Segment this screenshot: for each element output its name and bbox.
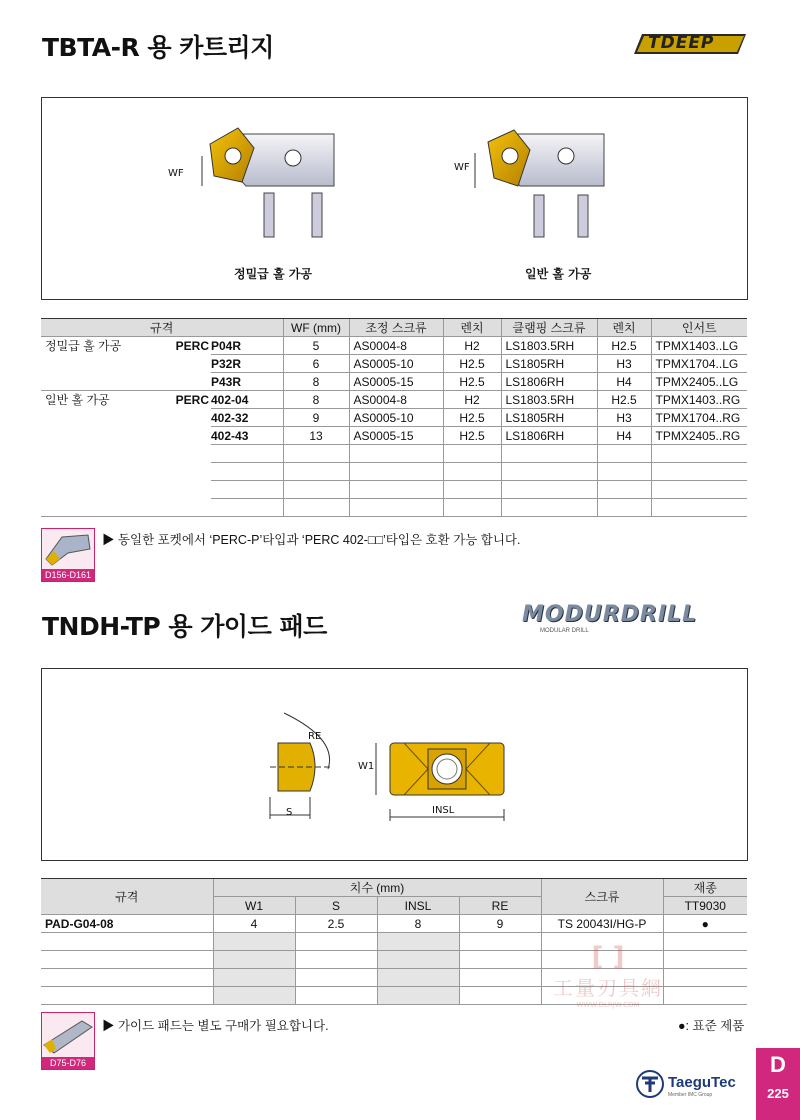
cell-s: 2.5: [295, 915, 377, 933]
cell-insl: [377, 933, 459, 951]
cell-clamp: LS1803.5RH: [501, 391, 597, 409]
cell-w1: 4: [213, 915, 295, 933]
section1-title: TBTA-R 용 카트리지: [42, 33, 274, 62]
cell-re: [459, 933, 541, 951]
row-group: [41, 373, 169, 391]
cell-wf: 13: [283, 427, 349, 445]
cell-adj: [349, 481, 443, 499]
cell-clamp: LS1805RH: [501, 355, 597, 373]
cartridge-right-drawing: [475, 130, 604, 237]
cell-s: [295, 969, 377, 987]
header-clamp-screw: 클램핑 스크류: [501, 319, 597, 337]
header-screw: 스크류: [541, 879, 663, 915]
cell-insert: [651, 499, 747, 517]
cell-w1: [213, 951, 295, 969]
row-code: [41, 951, 213, 969]
cell-clamp: [501, 463, 597, 481]
cartridge-compat-note: ▶ 동일한 포켓에서 ‘PERC-P’타입과 ‘PERC 402-□□’타입은 호환 가능 합니다.: [102, 533, 521, 547]
row-prefix: [169, 445, 211, 463]
cell-clamp: LS1806RH: [501, 427, 597, 445]
cartridge-ref-thumbnail[interactable]: [41, 528, 95, 582]
header-w1: W1: [213, 897, 295, 915]
cell-adj: AS0005-10: [349, 355, 443, 373]
table-row-empty: [41, 445, 747, 463]
cell-std: ●: [663, 915, 747, 933]
header-insert: 인서트: [651, 319, 747, 337]
cell-insert: TPMX2405..RG: [651, 427, 747, 445]
page-number: 225: [767, 1086, 789, 1101]
insl-label: INSL: [432, 805, 455, 816]
cell-insert: TPMX2405..LG: [651, 373, 747, 391]
row-code: 402-04: [211, 391, 283, 409]
w1-label: W1: [358, 761, 375, 772]
company-subtitle: Member IMC Group: [668, 1092, 713, 1098]
row-prefix: [169, 481, 211, 499]
table-row-empty: [41, 499, 747, 517]
guidepad-side-drawing: [270, 713, 332, 819]
cell-w2: H2.5: [597, 337, 651, 355]
cell-insert: [651, 463, 747, 481]
cell-adj: AS0005-10: [349, 409, 443, 427]
guidepad-ref-label: D75-D76: [42, 1057, 94, 1069]
cell-s: [295, 987, 377, 1005]
wf-label-right: WF: [454, 162, 470, 173]
standard-legend: ●: 표준 제품: [678, 1019, 745, 1033]
cell-insert: TPMX1403..LG: [651, 337, 747, 355]
row-code: [41, 969, 213, 987]
cell-w1: [213, 933, 295, 951]
cartridge-diagram-box: [41, 97, 748, 300]
row-group: 정밀급 홀 가공: [45, 339, 122, 354]
cell-insl: [377, 969, 459, 987]
cell-insert: TPMX1403..RG: [651, 391, 747, 409]
cell-w2: [597, 463, 651, 481]
cell-w1: [213, 969, 295, 987]
row-group: 일반 홀 가공: [45, 393, 110, 408]
table-row: [41, 391, 747, 409]
row-code: [211, 463, 283, 481]
cell-w2: [597, 445, 651, 463]
cell-s: [295, 951, 377, 969]
cell-insl: [377, 951, 459, 969]
table-row: [41, 373, 747, 391]
guidepad-drawings: [42, 669, 747, 860]
header-dimensions: 치수 (mm): [213, 879, 541, 897]
cell-w2: H4: [597, 373, 651, 391]
header-wrench-1: 렌치: [443, 319, 501, 337]
row-group: [41, 355, 169, 373]
row-code: PAD-G04-08: [41, 915, 213, 933]
cell-w1: [443, 481, 501, 499]
cell-insl: [377, 987, 459, 1005]
cell-w1: [443, 463, 501, 481]
chapter-letter: D: [770, 1052, 786, 1077]
row-code: P04R: [211, 337, 283, 355]
table-row: [41, 409, 747, 427]
cell-wf: 9: [283, 409, 349, 427]
cell-insert: [651, 445, 747, 463]
cell-clamp: [501, 445, 597, 463]
row-group: [41, 409, 169, 427]
cell-insert: [651, 481, 747, 499]
cell-adj: AS0005-15: [349, 373, 443, 391]
watermark-url: WWW.DLRJW.COM: [576, 1001, 640, 1009]
row-code: 402-43: [211, 427, 283, 445]
table-row: [41, 915, 747, 933]
header-re: RE: [459, 897, 541, 915]
table-row: [41, 355, 747, 373]
cell-w1: [443, 499, 501, 517]
s-label: S: [286, 807, 293, 818]
cell-w1: [213, 987, 295, 1005]
taegutec-emblem-icon: [636, 1070, 664, 1098]
tdeep-logo: TDEEP: [634, 30, 748, 58]
table-row-empty: [41, 463, 747, 481]
cell-insl: 8: [377, 915, 459, 933]
header-pad-spec: 규격: [41, 879, 213, 915]
cell-wf: 8: [283, 373, 349, 391]
cell-clamp: [501, 481, 597, 499]
cell-wf: [283, 499, 349, 517]
row-code: [211, 445, 283, 463]
cell-clamp: [501, 499, 597, 517]
cell-wf: 6: [283, 355, 349, 373]
re-label: RE: [308, 731, 322, 742]
cell-insert: TPMX1704..LG: [651, 355, 747, 373]
cell-insert: TPMX1704..RG: [651, 409, 747, 427]
cell-adj: AS0004-8: [349, 337, 443, 355]
wf-label-left: WF: [168, 168, 184, 179]
table-row: [41, 337, 747, 355]
header-wf: WF (mm): [283, 319, 349, 337]
cartridge-left-drawing: [202, 128, 334, 237]
cell-re: [459, 987, 541, 1005]
caption-general: 일반 홀 가공: [525, 267, 592, 281]
watermark: [538, 942, 678, 1009]
modurdrill-logo: MODURDRILL MODULAR DRILL: [522, 602, 698, 634]
row-code: P32R: [211, 355, 283, 373]
row-prefix: [169, 355, 211, 373]
row-prefix: [169, 409, 211, 427]
row-prefix: PERC: [175, 338, 209, 353]
cell-w1: H2.5: [443, 427, 501, 445]
row-code: [41, 987, 213, 1005]
cell-w1: H2: [443, 391, 501, 409]
cell-adj: [349, 463, 443, 481]
cartridge-spec-table: [41, 318, 747, 517]
watermark-mark: [ ]: [591, 942, 625, 972]
row-prefix: [169, 499, 211, 517]
cartridge-drawings: [42, 98, 747, 299]
watermark-text: 工量刃具網: [553, 976, 663, 1000]
header-adjust-screw: 조정 스크류: [349, 319, 443, 337]
company-name: TaeguTec: [668, 1074, 736, 1091]
cell-adj: AS0004-8: [349, 391, 443, 409]
row-code: [41, 933, 213, 951]
header-s: S: [295, 897, 377, 915]
header-material: 재종: [663, 879, 747, 897]
guidepad-ref-thumbnail[interactable]: [41, 1012, 95, 1070]
cell-clamp: LS1805RH: [501, 409, 597, 427]
row-prefix: [169, 427, 211, 445]
cell-re: [459, 951, 541, 969]
cell-wf: [283, 463, 349, 481]
table-row: [41, 427, 747, 445]
guidepad-diagram-box: [41, 668, 748, 861]
cell-re: 9: [459, 915, 541, 933]
cell-w1: H2.5: [443, 355, 501, 373]
cell-w2: H4: [597, 427, 651, 445]
cell-w2: H3: [597, 355, 651, 373]
header-spec: 규격: [41, 319, 283, 337]
cell-w2: [597, 499, 651, 517]
row-prefix: [169, 373, 211, 391]
row-group: [41, 445, 169, 463]
table-row-empty: [41, 481, 747, 499]
cell-clamp: LS1806RH: [501, 373, 597, 391]
taegutec-logo: [636, 1070, 746, 1104]
cell-clamp: LS1803.5RH: [501, 337, 597, 355]
row-code: 402-32: [211, 409, 283, 427]
cell-w1: [443, 445, 501, 463]
section2-title: TNDH-TP 용 가이드 패드: [42, 612, 327, 641]
row-group: [41, 427, 169, 445]
cell-screw: TS 20043I/HG-P: [541, 915, 663, 933]
header-grade: TT9030: [663, 897, 747, 915]
row-group: [41, 481, 169, 499]
cell-wf: [283, 481, 349, 499]
cell-adj: [349, 445, 443, 463]
row-code: P43R: [211, 373, 283, 391]
cell-w2: H3: [597, 409, 651, 427]
cell-w2: [597, 481, 651, 499]
cell-wf: [283, 445, 349, 463]
header-wrench-2: 렌치: [597, 319, 651, 337]
cell-w1: H2.5: [443, 373, 501, 391]
caption-precision: 정밀급 홀 가공: [234, 267, 312, 281]
row-code: [211, 499, 283, 517]
cell-adj: AS0005-15: [349, 427, 443, 445]
row-code: [211, 481, 283, 499]
row-prefix: PERC: [175, 392, 209, 407]
cell-wf: 8: [283, 391, 349, 409]
guidepad-purchase-note: ▶ 가이드 패드는 별도 구매가 필요합니다.: [102, 1019, 329, 1033]
cell-s: [295, 933, 377, 951]
chapter-tab: [756, 1048, 800, 1120]
row-group: [41, 499, 169, 517]
cell-w1: H2: [443, 337, 501, 355]
cell-adj: [349, 499, 443, 517]
cell-w2: H2.5: [597, 391, 651, 409]
row-prefix: [169, 463, 211, 481]
cell-wf: 5: [283, 337, 349, 355]
cell-w1: H2.5: [443, 409, 501, 427]
row-group: [41, 463, 169, 481]
cell-re: [459, 969, 541, 987]
header-insl: INSL: [377, 897, 459, 915]
cartridge-ref-label: D156-D161: [42, 569, 94, 581]
